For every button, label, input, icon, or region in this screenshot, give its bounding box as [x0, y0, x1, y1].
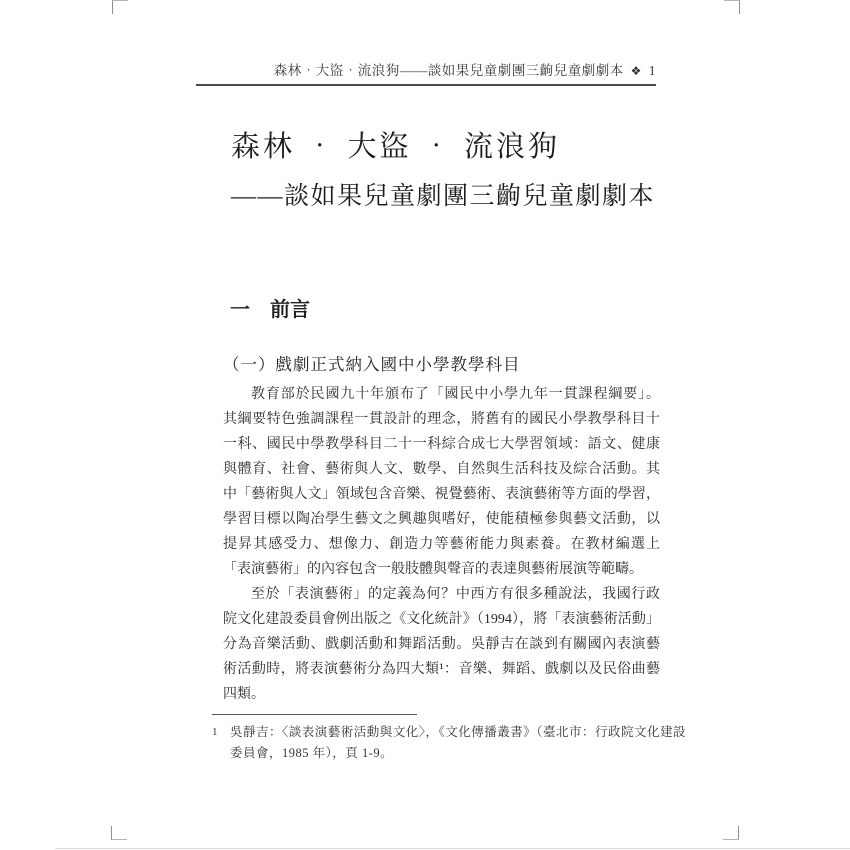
- page-number: 1: [648, 63, 656, 78]
- running-header: [196, 61, 656, 81]
- section-heading: [230, 293, 310, 322]
- crop-mark-bottom-left-icon: [111, 826, 127, 840]
- text-line: 院文化建設委員會例出版之《文化統計》（1994），將「表演藝術活動」: [223, 612, 660, 627]
- text-line: 中「藝術與人文」領域包含音樂、視覺藝術、表演藝術等方面的學習，: [223, 487, 660, 502]
- text-line: 委員會，1985 年），頁 1-9。: [230, 746, 394, 760]
- text-line: 教育部於民國九十年頒布了「國民中小學九年一貫課程綱要」。: [251, 387, 660, 402]
- diamond-ornament-icon: ❖: [630, 64, 642, 78]
- scan-bottom-edge: [55, 848, 850, 849]
- text-line: 至於「表演藝術」的定義為何？中西方有很多種說法，我國行政: [251, 587, 660, 602]
- text-line: 分為音樂活動、戲劇活動和舞蹈活動。吳靜吉在談到有關國內表演藝: [223, 637, 660, 652]
- text-line: 其綱要特色強調課程一貫設計的理念，將舊有的國民小學教學科目十: [223, 412, 660, 427]
- crop-mark-top-right-icon: [724, 0, 740, 14]
- section-number: 一: [230, 299, 250, 321]
- body-paragraph-1: [223, 382, 660, 582]
- text-line: 吳靜吉：〈談表演藝術活動與文化〉，《文化傳播叢書》（臺北市：行政院文化建設: [230, 725, 687, 739]
- text-line: 學習目標以陶冶學生藝文之興趣與嗜好，使能積極參與藝文活動，以: [223, 512, 660, 527]
- footnote-marker: 1: [212, 726, 218, 738]
- text-line: 一科、國民中學教學科目二十一科綜合成七大學習領域：語文、健康: [223, 437, 660, 452]
- chapter-title: 森林 ‧ 大盜 ‧ 流浪狗: [231, 131, 561, 163]
- header-rule: [196, 84, 656, 86]
- text-line: 四類。: [223, 687, 265, 702]
- footnote: [212, 722, 687, 764]
- subsection-heading: （一）戲劇正式納入國中小學教學科目: [223, 355, 521, 374]
- body-paragraph-2: [223, 582, 660, 707]
- text-line: 「表演藝術」的內容包含一般肢體與聲音的表達與藝術展演等範疇。: [223, 562, 643, 577]
- crop-mark-top-left-icon: [112, 0, 128, 14]
- footnote-text: [230, 722, 686, 764]
- running-title: 森林‧大盜‧流浪狗——談如果兒童劇團三齣兒童劇劇本: [273, 63, 624, 78]
- text-line: 與體育、社會、藝術與人文、數學、自然與生活科技及綜合活動。其: [223, 462, 660, 477]
- section-title: 前言: [270, 299, 310, 321]
- text-line: 提昇其感受力、想像力、創造力等藝術能力與素養。在教材編選上: [223, 537, 660, 552]
- text-line: 術活動時，將表演藝術分為四大類¹：音樂、舞蹈、戲劇以及民俗曲藝: [223, 662, 660, 677]
- crop-mark-bottom-right-icon: [723, 826, 739, 840]
- footnote-separator: [212, 714, 417, 715]
- chapter-subtitle: ——談如果兒童劇團三齣兒童劇劇本: [231, 183, 656, 210]
